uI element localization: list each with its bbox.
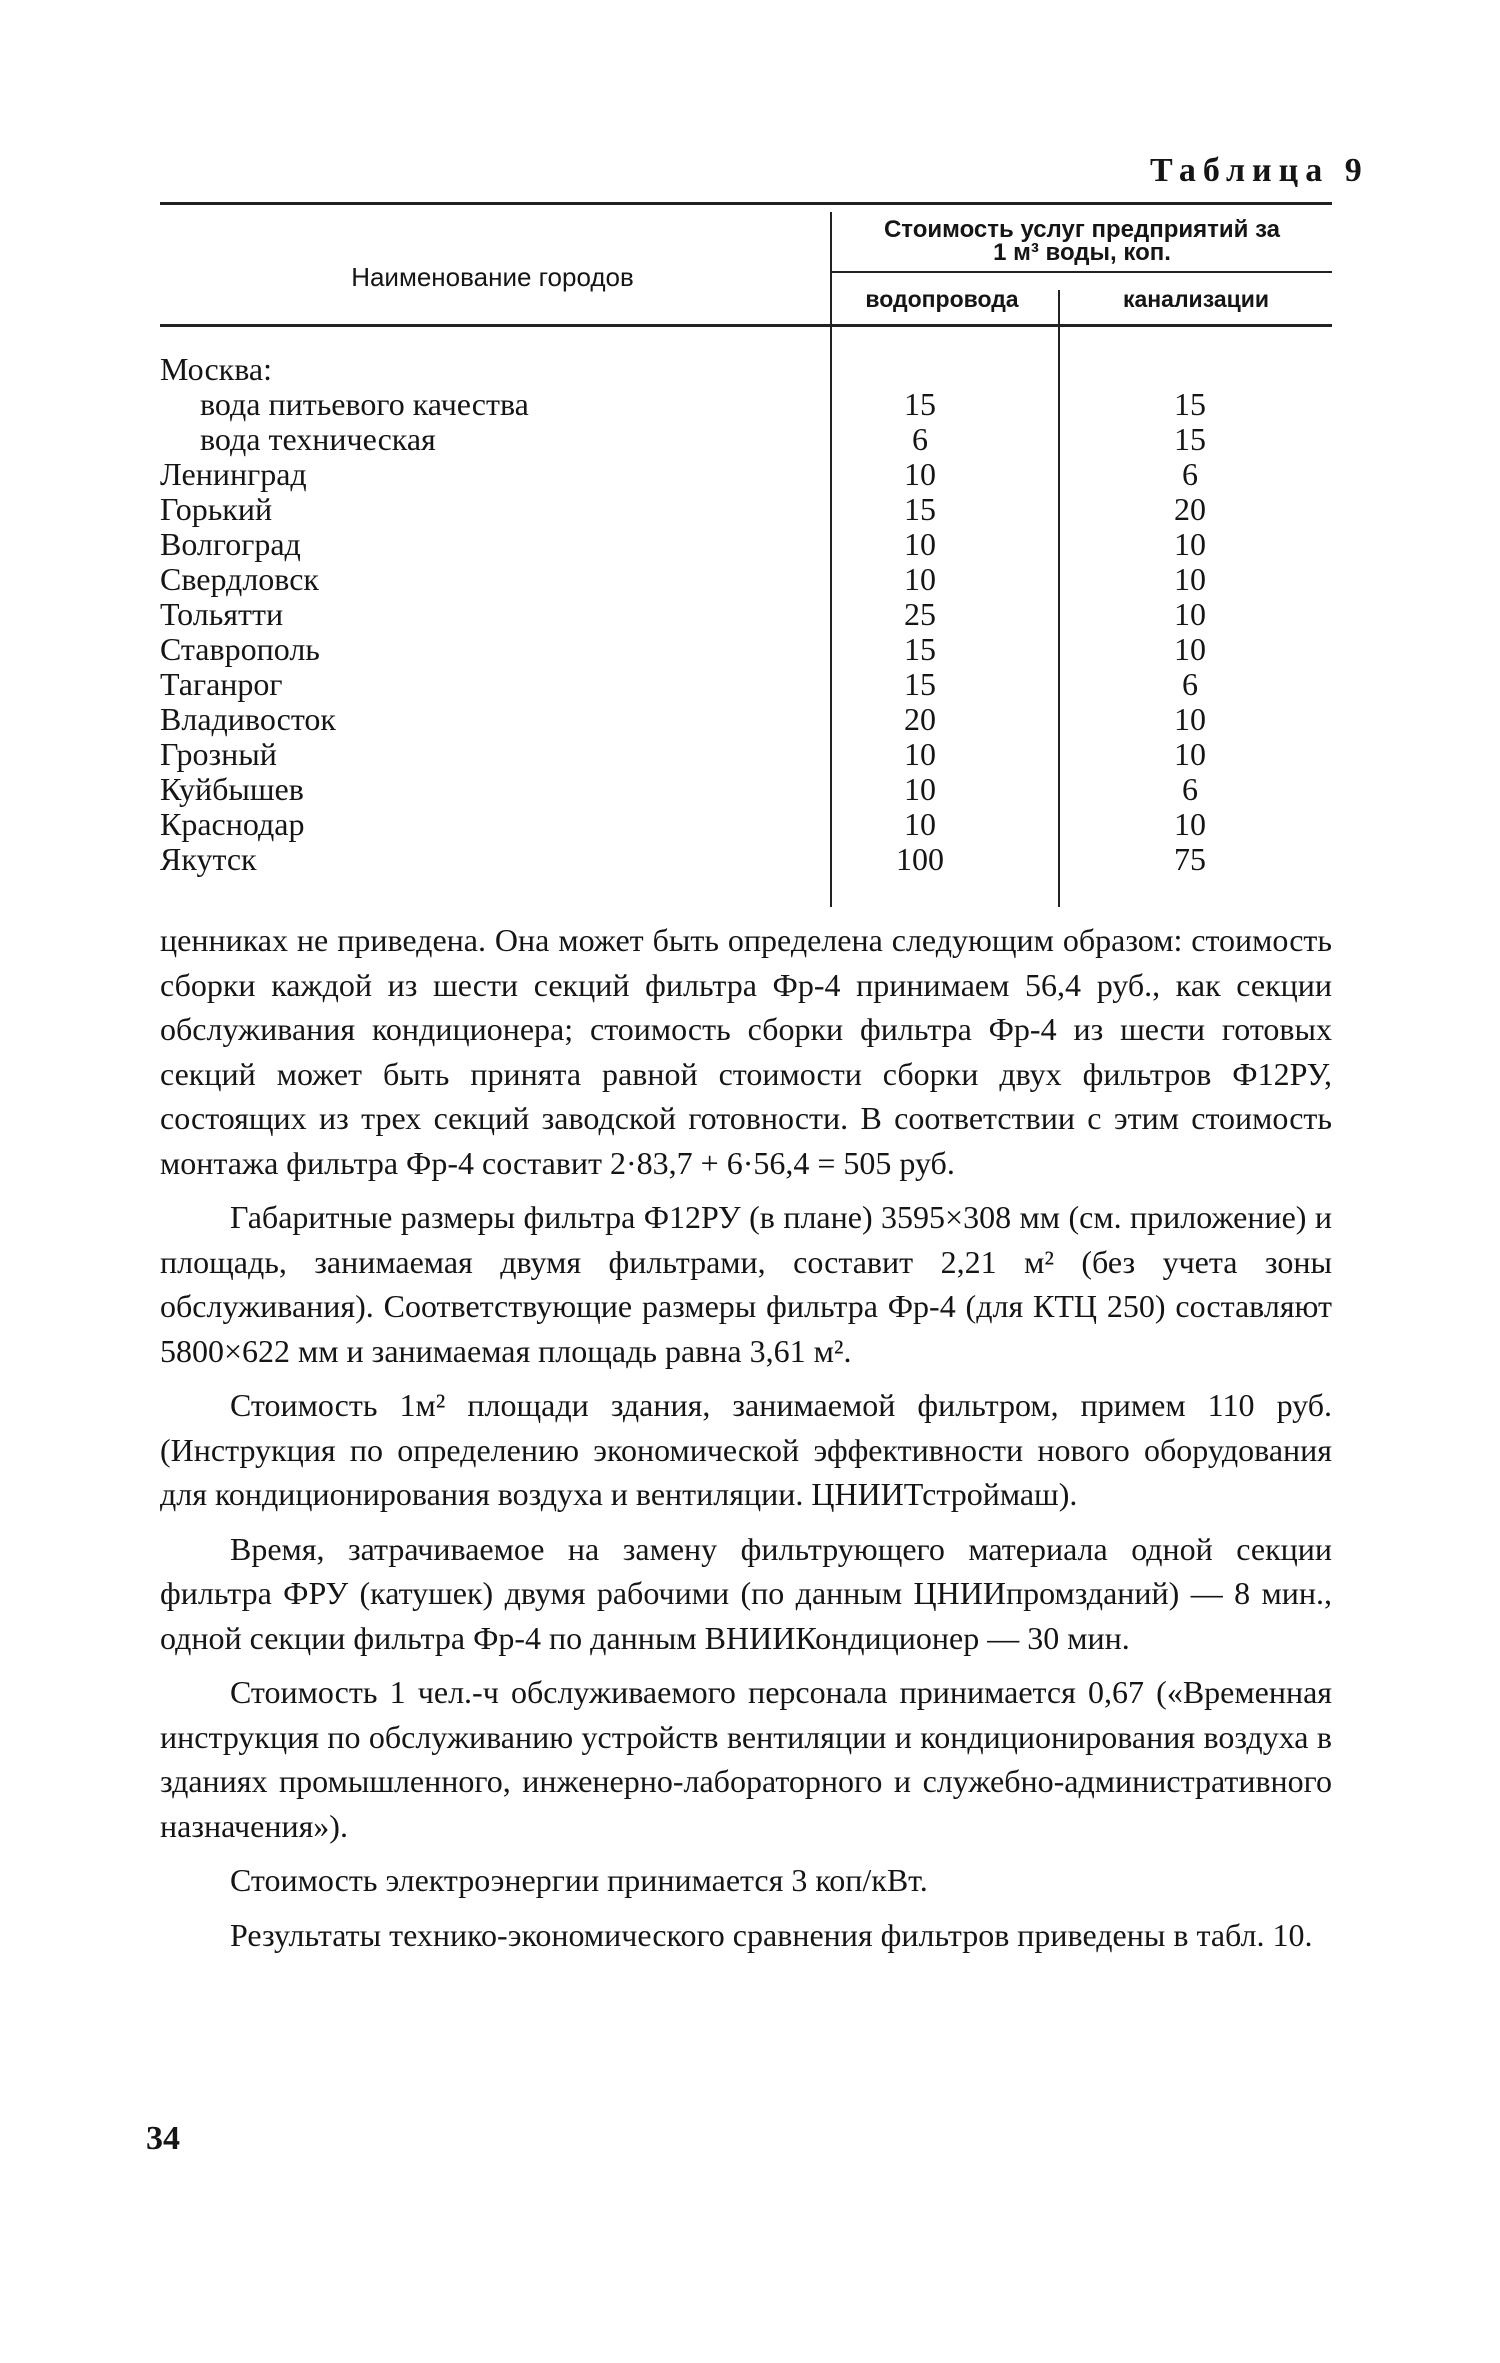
sewer-cost: 10 — [1174, 526, 1206, 562]
city-name: Краснодар — [160, 806, 305, 842]
water-cost: 10 — [904, 736, 936, 772]
sewer-cost: 10 — [1174, 736, 1206, 772]
table-row — [160, 737, 1332, 772]
sewer-cost: 10 — [1174, 806, 1206, 842]
city-name: Горький — [160, 491, 273, 527]
city-name: Тольятти — [160, 596, 284, 632]
table-row — [160, 387, 1332, 422]
city-name: вода питьевого качества — [200, 386, 529, 422]
sewer-cost: 15 — [1174, 421, 1206, 457]
sewer-cost: 6 — [1182, 771, 1198, 807]
paragraph: Стоимость электроэнергии принимается 3 коп/кВт. — [230, 1862, 928, 1898]
water-cost: 25 — [904, 596, 936, 632]
data-table — [160, 202, 1332, 907]
table-row — [160, 492, 1332, 527]
table-row — [160, 772, 1332, 807]
water-cost: 10 — [904, 771, 936, 807]
header-water-supply: водопровода — [865, 286, 1019, 312]
header-cost-line2: 1 м³ воды, коп. — [993, 239, 1171, 266]
page-number: 34 — [146, 2120, 180, 2157]
paragraph: Габаритные размеры фильтра Ф12РУ (в плане) 3595×308 мм (см. приложение) и площадь, занимаемая двумя фильтрами, составит 2,21 м² (без учета зоны обслуживания). Соответствующие размеры фильтра Фр-4 (для КТЦ 250) составляют 5800×622 мм и занимаемая площадь равна 3,61 м². — [160, 1199, 1332, 1369]
city-name: вода техническая — [200, 421, 436, 457]
body-text — [160, 918, 1332, 1957]
water-cost: 10 — [904, 456, 936, 492]
city-group-label: Москва: — [160, 351, 272, 387]
water-cost: 10 — [904, 526, 936, 562]
city-name: Ленинград — [160, 456, 307, 492]
water-cost: 15 — [904, 386, 936, 422]
header-cost-line1: Стоимость услуг предприятий за — [883, 216, 1281, 243]
city-name: Таганрог — [160, 666, 283, 702]
city-name: Свердловск — [160, 561, 319, 597]
table-row — [160, 457, 1332, 492]
sewer-cost: 10 — [1174, 631, 1206, 667]
table-row — [160, 667, 1332, 702]
paragraph: Стоимость 1м² площади здания, занимаемой фильтром, примем 110 руб. (Инструкция по определению экономической эффективности нового оборудования для кондиционирования воздуха и вентиляции. ЦНИИТстроймаш). — [160, 1387, 1332, 1512]
sewer-cost: 15 — [1174, 386, 1206, 422]
paragraph: Результаты технико-экономического сравнения фильтров приведены в табл. 10. — [230, 1916, 1313, 1953]
water-cost: 15 — [904, 491, 936, 527]
header-bottom-rule — [160, 324, 1332, 327]
water-cost: 10 — [904, 561, 936, 597]
header-city-name: Наименование городов — [351, 262, 634, 292]
city-name: Волгоград — [160, 526, 301, 562]
sewer-cost: 75 — [1174, 841, 1206, 877]
table-top-rule — [160, 202, 1332, 205]
table-row — [160, 352, 1332, 387]
water-cost: 6 — [912, 421, 928, 457]
sewer-cost: 6 — [1182, 456, 1198, 492]
header-sewerage: канализации — [1122, 286, 1270, 312]
sewer-cost: 10 — [1174, 561, 1206, 597]
sewer-cost: 10 — [1174, 701, 1206, 737]
table-row — [160, 597, 1332, 632]
table-row — [160, 807, 1332, 842]
table-row — [160, 632, 1332, 667]
paragraph: Стоимость 1 чел.-ч обслуживаемого персонала принимается 0,67 («Временная инструкция по обслуживанию устройств вентиляции и кондиционирования воздуха в зданиях промышленного, инженерно-лабораторного и служебно-административного назначения»). — [160, 1674, 1332, 1844]
table-row — [160, 702, 1332, 737]
table-row — [160, 422, 1332, 457]
water-cost: 10 — [904, 806, 936, 842]
water-cost: 15 — [904, 666, 936, 702]
water-cost: 100 — [896, 841, 944, 877]
sewer-cost: 20 — [1174, 491, 1206, 527]
city-name: Грозный — [160, 736, 277, 772]
sewer-cost: 10 — [1174, 596, 1206, 632]
water-cost: 20 — [904, 701, 936, 737]
city-name: Якутск — [160, 841, 257, 877]
table-row — [160, 527, 1332, 562]
header-cost-group — [832, 218, 1332, 264]
paragraph: Время, затрачиваемое на замену фильтрующего материала одной секции фильтра ФРУ (катушек) двумя рабочими (по данным ЦНИИпромзданий) — 8 мин., одной секции фильтра Фр-4 по данным ВНИИКондиционер — 30 мин. — [160, 1530, 1332, 1656]
city-name: Владивосток — [160, 701, 336, 737]
city-name: Ставрополь — [160, 631, 320, 667]
paragraph: ценниках не приведена. Она может быть определена следующим образом: стоимость сборки каждой из шести секций фильтра Фр-4 принимаем 56,4 руб., как секции обслуживания кондиционера; стоимость сборки фильтра Фр-4 из шести готовых секций может быть принята равной стоимости сборки двух фильтров Ф12РУ, состоящих из трех секций заводской готовности. В соответствии с этим стоимость монтажа фильтра Фр-4 составит 2·83,7 + 6·56,4 = 505 руб. — [160, 922, 1332, 1181]
table-row — [160, 842, 1332, 877]
table-caption: Таблица 9 — [1150, 152, 1369, 189]
sewer-cost: 6 — [1182, 666, 1198, 702]
table-row — [160, 562, 1332, 597]
header-group-rule — [832, 271, 1332, 273]
table-body — [160, 352, 1332, 877]
water-cost: 15 — [904, 631, 936, 667]
city-name: Куйбышев — [160, 771, 304, 807]
